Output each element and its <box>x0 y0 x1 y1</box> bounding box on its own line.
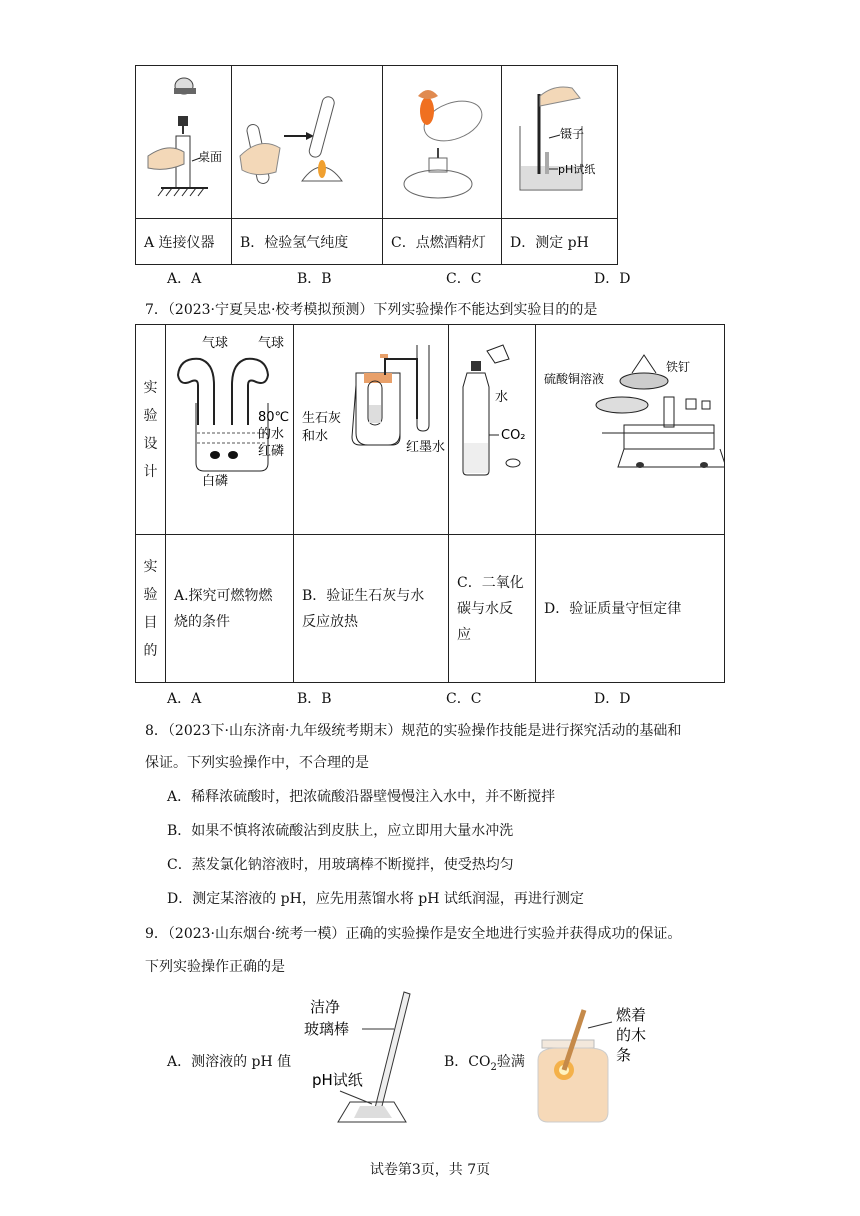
q7-label-temp: 80℃ <box>258 410 290 425</box>
q7-label-nail: 铁钉 <box>666 360 691 374</box>
q8-stem-line-1: 8．（2023下·山东济南·九年级统考期末）规范的实验操作技能是进行探究活动的基础和 <box>145 723 682 739</box>
q7-label-quicklime-1: 生石灰 <box>302 411 342 426</box>
q6-option-b[interactable]: B．B <box>297 271 332 287</box>
q7-option-a[interactable]: A．A <box>167 691 202 707</box>
q7-purpose-a: A.探究可燃物燃 烧的条件 <box>166 535 294 683</box>
q7-label-balloon-1: 气球 <box>202 336 229 351</box>
q6-caption-d: D．测定 pH <box>502 219 618 265</box>
q6-option-a[interactable]: A．A <box>167 271 202 287</box>
q6-option-d[interactable]: D．D <box>594 271 631 287</box>
q6-img-c <box>383 66 502 219</box>
q7-label-quicklime-2: 和水 <box>302 429 329 444</box>
q7-option-c[interactable]: C．C <box>446 691 482 707</box>
q6-table <box>135 65 618 265</box>
q7-label-cuso4: 硫酸铜溶液 <box>544 372 605 386</box>
q7-row-header-design: 实 验 设 计 <box>136 325 166 535</box>
q7-stem: 7．（2023·宁夏吴忠·校考模拟预测）下列实验操作不能达到实验目的的是 <box>145 302 598 318</box>
q8-stem-line-2: 保证。下列实验操作中，不合理的是 <box>145 755 369 771</box>
q9-label-burn-1: 燃着 <box>616 1006 647 1024</box>
q7-option-b[interactable]: B．B <box>297 691 332 707</box>
q7-label-white-p: 白磷 <box>202 474 229 489</box>
q7-option-d[interactable]: D．D <box>594 691 631 707</box>
q6-caption-c: C．点燃酒精灯 <box>383 219 502 265</box>
q9-stem-line-1: 9．（2023·山东烟台·统考一模）正确的实验操作是安全地进行实验并获得成功的保证。 <box>145 926 682 942</box>
q8-choice-a[interactable]: A．稀释浓硫酸时，把浓硫酸沿器壁慢慢注入水中，并不断搅拌 <box>167 789 556 805</box>
q7-img-b <box>294 325 449 535</box>
page-footer: 试卷第3页，共 7页 <box>369 1162 491 1178</box>
q6-img-b <box>232 66 383 219</box>
q7-label-co2: CO₂ <box>501 428 526 443</box>
q7-label-red-p: 红磷 <box>258 444 285 459</box>
q6-label-ph-paper: pH试纸 <box>558 163 596 176</box>
q7-label-balloon-2: 气球 <box>258 336 285 351</box>
q9-label-clean-1: 洁净 <box>310 998 341 1016</box>
q6-label-desk: 桌面 <box>198 150 223 164</box>
q7-row-header-purpose: 实 验 目 的 <box>136 535 166 683</box>
q8-choice-d[interactable]: D．测定某溶液的 pH，应先用蒸馏水将 pH 试纸润湿，再进行测定 <box>167 891 584 907</box>
q9-option-b[interactable]: B．$CO_2$验满 <box>444 1054 525 1073</box>
q7-img-a <box>166 325 294 535</box>
q9-img-b <box>528 1000 678 1130</box>
q9-label-clean-2: 玻璃棒 <box>304 1020 350 1038</box>
q7-label-red-ink: 红墨水 <box>406 440 446 455</box>
q7-purpose-b: B．验证生石灰与水 反应放热 <box>294 535 449 683</box>
q7-img-d <box>536 325 725 535</box>
q6-label-tweezers: 镊子 <box>560 127 585 141</box>
q6-caption-a: A 连接仪器 <box>136 219 232 265</box>
q9-label-ph: pH试纸 <box>312 1071 363 1089</box>
q7-label-water: 的水 <box>258 427 285 442</box>
q6-img-d <box>502 66 618 219</box>
q7-purpose-d: D．验证质量守恒定律 <box>536 535 725 683</box>
q8-choice-b[interactable]: B．如果不慎将浓硫酸沾到皮肤上，应立即用大量水冲洗 <box>167 823 514 839</box>
q7-purpose-c: C．二氧化 碳与水反 应 <box>449 535 536 683</box>
q9-option-a[interactable]: A．测溶液的 pH 值 <box>167 1054 292 1070</box>
q8-choice-c[interactable]: C．蒸发氯化钠溶液时，用玻璃棒不断搅拌，使受热均匀 <box>167 857 514 873</box>
q7-img-c <box>449 325 536 535</box>
q7-label-water-2: 水 <box>495 390 509 405</box>
q7-table <box>135 324 725 683</box>
q6-caption-b: B．检验氢气纯度 <box>232 219 383 265</box>
q9-stem-line-2: 下列实验操作正确的是 <box>145 959 285 975</box>
q6-option-c[interactable]: C．C <box>446 271 482 287</box>
q6-img-a <box>136 66 232 219</box>
q9-label-burn-3: 条 <box>616 1046 632 1064</box>
q9-label-burn-2: 的木 <box>616 1026 647 1044</box>
q9-img-a <box>298 990 448 1130</box>
